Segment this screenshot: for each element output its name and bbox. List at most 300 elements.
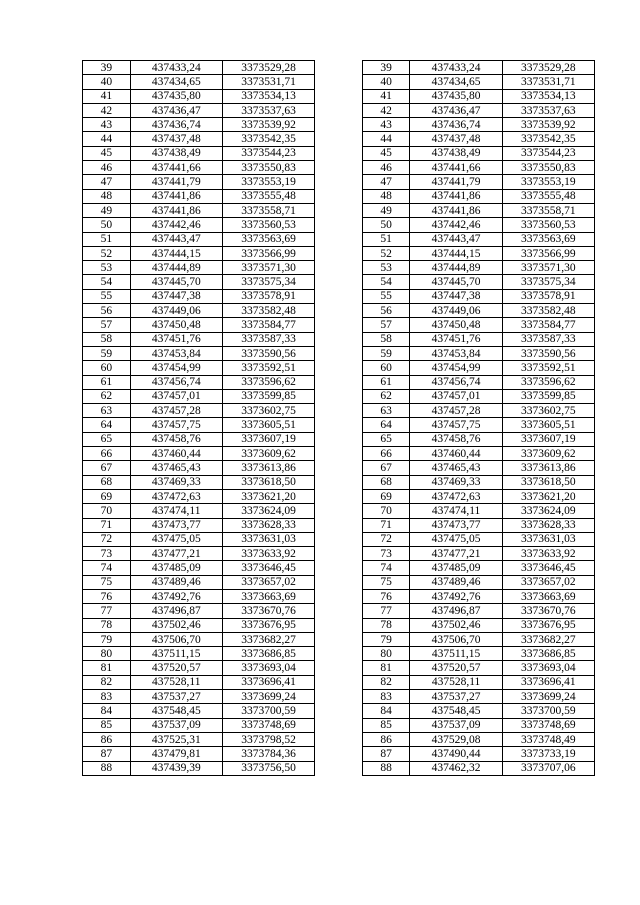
- column-gap: [315, 504, 363, 518]
- column-gap: [315, 232, 363, 246]
- left-y-coordinate: 3373587,33: [222, 332, 314, 346]
- right-x-coordinate: 437548,45: [410, 704, 502, 718]
- right-point-number: 59: [362, 346, 410, 360]
- column-gap: [315, 161, 363, 175]
- left-x-coordinate: 437475,05: [130, 532, 222, 546]
- column-gap: [315, 404, 363, 418]
- column-gap: [315, 375, 363, 389]
- table-row: [83, 275, 595, 289]
- right-y-coordinate: 3373596,62: [502, 375, 594, 389]
- table-row: [83, 346, 595, 360]
- table-row: [83, 661, 595, 675]
- column-gap: [315, 661, 363, 675]
- right-point-number: 76: [362, 589, 410, 603]
- left-x-coordinate: 437465,43: [130, 461, 222, 475]
- left-point-number: 86: [83, 732, 131, 746]
- right-x-coordinate: 437475,05: [410, 532, 502, 546]
- right-point-number: 57: [362, 318, 410, 332]
- right-x-coordinate: 437436,47: [410, 103, 502, 117]
- left-y-coordinate: 3373602,75: [222, 404, 314, 418]
- right-point-number: 39: [362, 61, 410, 75]
- right-point-number: 67: [362, 461, 410, 475]
- left-y-coordinate: 3373609,62: [222, 447, 314, 461]
- right-x-coordinate: 437454,99: [410, 361, 502, 375]
- right-point-number: 65: [362, 432, 410, 446]
- right-point-number: 40: [362, 75, 410, 89]
- left-point-number: 78: [83, 618, 131, 632]
- left-x-coordinate: 437456,74: [130, 375, 222, 389]
- right-x-coordinate: 437537,09: [410, 718, 502, 732]
- right-y-coordinate: 3373550,83: [502, 161, 594, 175]
- right-point-number: 58: [362, 332, 410, 346]
- table-row: [83, 561, 595, 575]
- right-point-number: 55: [362, 289, 410, 303]
- left-x-coordinate: 437436,74: [130, 118, 222, 132]
- right-point-number: 52: [362, 246, 410, 260]
- left-x-coordinate: 437485,09: [130, 561, 222, 575]
- right-point-number: 44: [362, 132, 410, 146]
- left-point-number: 70: [83, 504, 131, 518]
- left-y-coordinate: 3373560,53: [222, 218, 314, 232]
- right-x-coordinate: 437436,74: [410, 118, 502, 132]
- right-y-coordinate: 3373693,04: [502, 661, 594, 675]
- left-y-coordinate: 3373624,09: [222, 504, 314, 518]
- table-row: [83, 675, 595, 689]
- right-point-number: 80: [362, 647, 410, 661]
- left-y-coordinate: 3373584,77: [222, 318, 314, 332]
- right-point-number: 63: [362, 404, 410, 418]
- right-y-coordinate: 3373613,86: [502, 461, 594, 475]
- left-y-coordinate: 3373582,48: [222, 304, 314, 318]
- table-row: [83, 146, 595, 160]
- left-point-number: 77: [83, 604, 131, 618]
- right-x-coordinate: 437441,86: [410, 203, 502, 217]
- left-point-number: 71: [83, 518, 131, 532]
- column-gap: [315, 732, 363, 746]
- right-point-number: 45: [362, 146, 410, 160]
- column-gap: [315, 447, 363, 461]
- right-y-coordinate: 3373609,62: [502, 447, 594, 461]
- right-y-coordinate: 3373558,71: [502, 203, 594, 217]
- right-x-coordinate: 437434,65: [410, 75, 502, 89]
- right-point-number: 43: [362, 118, 410, 132]
- column-gap: [315, 475, 363, 489]
- right-x-coordinate: 437450,48: [410, 318, 502, 332]
- left-y-coordinate: 3373537,63: [222, 103, 314, 117]
- right-y-coordinate: 3373537,63: [502, 103, 594, 117]
- left-point-number: 88: [83, 761, 131, 775]
- right-point-number: 81: [362, 661, 410, 675]
- table-row: [83, 475, 595, 489]
- right-y-coordinate: 3373571,30: [502, 261, 594, 275]
- left-y-coordinate: 3373693,04: [222, 661, 314, 675]
- left-x-coordinate: 437450,48: [130, 318, 222, 332]
- right-y-coordinate: 3373544,23: [502, 146, 594, 160]
- right-point-number: 83: [362, 690, 410, 704]
- left-y-coordinate: 3373575,34: [222, 275, 314, 289]
- left-x-coordinate: 437436,47: [130, 103, 222, 117]
- right-point-number: 85: [362, 718, 410, 732]
- table-row: [83, 761, 595, 775]
- right-point-number: 50: [362, 218, 410, 232]
- right-y-coordinate: 3373590,56: [502, 346, 594, 360]
- right-point-number: 69: [362, 489, 410, 503]
- left-point-number: 67: [83, 461, 131, 475]
- left-point-number: 50: [83, 218, 131, 232]
- right-x-coordinate: 437435,80: [410, 89, 502, 103]
- column-gap: [315, 632, 363, 646]
- left-point-number: 44: [83, 132, 131, 146]
- right-y-coordinate: 3373566,99: [502, 246, 594, 260]
- left-x-coordinate: 437528,11: [130, 675, 222, 689]
- left-point-number: 84: [83, 704, 131, 718]
- coordinates-table-body: [83, 61, 595, 776]
- left-y-coordinate: 3373558,71: [222, 203, 314, 217]
- right-x-coordinate: 437458,76: [410, 432, 502, 446]
- right-y-coordinate: 3373529,28: [502, 61, 594, 75]
- right-point-number: 51: [362, 232, 410, 246]
- table-row: [83, 589, 595, 603]
- right-x-coordinate: 437511,15: [410, 647, 502, 661]
- left-y-coordinate: 3373676,95: [222, 618, 314, 632]
- left-x-coordinate: 437492,76: [130, 589, 222, 603]
- right-point-number: 68: [362, 475, 410, 489]
- left-y-coordinate: 3373633,92: [222, 547, 314, 561]
- right-point-number: 87: [362, 747, 410, 761]
- left-y-coordinate: 3373553,19: [222, 175, 314, 189]
- left-y-coordinate: 3373534,13: [222, 89, 314, 103]
- table-row: [83, 532, 595, 546]
- right-y-coordinate: 3373686,85: [502, 647, 594, 661]
- table-row: [83, 332, 595, 346]
- table-row: [83, 246, 595, 260]
- right-x-coordinate: 437529,08: [410, 732, 502, 746]
- left-point-number: 62: [83, 389, 131, 403]
- column-gap: [315, 61, 363, 75]
- right-point-number: 48: [362, 189, 410, 203]
- left-y-coordinate: 3373550,83: [222, 161, 314, 175]
- left-y-coordinate: 3373682,27: [222, 632, 314, 646]
- left-y-coordinate: 3373599,85: [222, 389, 314, 403]
- right-point-number: 54: [362, 275, 410, 289]
- left-x-coordinate: 437496,87: [130, 604, 222, 618]
- right-y-coordinate: 3373578,91: [502, 289, 594, 303]
- left-x-coordinate: 437537,27: [130, 690, 222, 704]
- left-y-coordinate: 3373555,48: [222, 189, 314, 203]
- table-row: [83, 118, 595, 132]
- right-y-coordinate: 3373621,20: [502, 489, 594, 503]
- right-y-coordinate: 3373628,33: [502, 518, 594, 532]
- left-point-number: 55: [83, 289, 131, 303]
- left-point-number: 75: [83, 575, 131, 589]
- right-y-coordinate: 3373563,69: [502, 232, 594, 246]
- table-row: [83, 447, 595, 461]
- left-y-coordinate: 3373596,62: [222, 375, 314, 389]
- right-y-coordinate: 3373575,34: [502, 275, 594, 289]
- left-y-coordinate: 3373618,50: [222, 475, 314, 489]
- column-gap: [315, 361, 363, 375]
- table-row: [83, 161, 595, 175]
- left-x-coordinate: 437537,09: [130, 718, 222, 732]
- column-gap: [315, 589, 363, 603]
- left-point-number: 53: [83, 261, 131, 275]
- right-y-coordinate: 3373602,75: [502, 404, 594, 418]
- left-x-coordinate: 437458,76: [130, 432, 222, 446]
- table-row: [83, 361, 595, 375]
- right-y-coordinate: 3373700,59: [502, 704, 594, 718]
- column-gap: [315, 432, 363, 446]
- column-gap: [315, 346, 363, 360]
- column-gap: [315, 203, 363, 217]
- left-x-coordinate: 437457,28: [130, 404, 222, 418]
- right-x-coordinate: 437444,89: [410, 261, 502, 275]
- right-x-coordinate: 437438,49: [410, 146, 502, 160]
- left-y-coordinate: 3373531,71: [222, 75, 314, 89]
- left-x-coordinate: 437474,11: [130, 504, 222, 518]
- right-x-coordinate: 437457,75: [410, 418, 502, 432]
- left-x-coordinate: 437469,33: [130, 475, 222, 489]
- left-point-number: 73: [83, 547, 131, 561]
- left-y-coordinate: 3373571,30: [222, 261, 314, 275]
- left-point-number: 56: [83, 304, 131, 318]
- table-row: [83, 618, 595, 632]
- left-x-coordinate: 437454,99: [130, 361, 222, 375]
- left-y-coordinate: 3373670,76: [222, 604, 314, 618]
- left-y-coordinate: 3373578,91: [222, 289, 314, 303]
- right-point-number: 82: [362, 675, 410, 689]
- left-x-coordinate: 437443,47: [130, 232, 222, 246]
- left-point-number: 81: [83, 661, 131, 675]
- column-gap: [315, 575, 363, 589]
- right-point-number: 47: [362, 175, 410, 189]
- left-y-coordinate: 3373544,23: [222, 146, 314, 160]
- right-point-number: 72: [362, 532, 410, 546]
- right-point-number: 71: [362, 518, 410, 532]
- table-row: [83, 418, 595, 432]
- table-row: [83, 718, 595, 732]
- left-x-coordinate: 437439,39: [130, 761, 222, 775]
- table-row: [83, 461, 595, 475]
- column-gap: [315, 75, 363, 89]
- left-y-coordinate: 3373798,52: [222, 732, 314, 746]
- table-row: [83, 218, 595, 232]
- right-y-coordinate: 3373733,19: [502, 747, 594, 761]
- right-y-coordinate: 3373539,92: [502, 118, 594, 132]
- left-y-coordinate: 3373563,69: [222, 232, 314, 246]
- table-row: [83, 547, 595, 561]
- table-row: [83, 304, 595, 318]
- right-x-coordinate: 437474,11: [410, 504, 502, 518]
- left-point-number: 64: [83, 418, 131, 432]
- left-y-coordinate: 3373590,56: [222, 346, 314, 360]
- left-x-coordinate: 437449,06: [130, 304, 222, 318]
- left-point-number: 85: [83, 718, 131, 732]
- right-y-coordinate: 3373633,92: [502, 547, 594, 561]
- right-point-number: 64: [362, 418, 410, 432]
- column-gap: [315, 389, 363, 403]
- left-x-coordinate: 437479,81: [130, 747, 222, 761]
- column-gap: [315, 418, 363, 432]
- right-point-number: 41: [362, 89, 410, 103]
- left-y-coordinate: 3373663,69: [222, 589, 314, 603]
- table-row: [83, 261, 595, 275]
- left-y-coordinate: 3373566,99: [222, 246, 314, 260]
- left-x-coordinate: 437438,49: [130, 146, 222, 160]
- table-row: [83, 289, 595, 303]
- table-row: [83, 132, 595, 146]
- column-gap: [315, 89, 363, 103]
- left-x-coordinate: 437453,84: [130, 346, 222, 360]
- right-x-coordinate: 437441,79: [410, 175, 502, 189]
- table-row: [83, 504, 595, 518]
- right-x-coordinate: 437506,70: [410, 632, 502, 646]
- right-y-coordinate: 3373748,69: [502, 718, 594, 732]
- right-x-coordinate: 437537,27: [410, 690, 502, 704]
- right-x-coordinate: 437502,46: [410, 618, 502, 632]
- right-point-number: 74: [362, 561, 410, 575]
- right-x-coordinate: 437457,01: [410, 389, 502, 403]
- table-row: [83, 203, 595, 217]
- right-point-number: 73: [362, 547, 410, 561]
- right-y-coordinate: 3373592,51: [502, 361, 594, 375]
- table-row: [83, 489, 595, 503]
- table-row: [83, 232, 595, 246]
- left-x-coordinate: 437451,76: [130, 332, 222, 346]
- column-gap: [315, 704, 363, 718]
- right-point-number: 61: [362, 375, 410, 389]
- right-x-coordinate: 437441,86: [410, 189, 502, 203]
- left-point-number: 39: [83, 61, 131, 75]
- table-row: [83, 647, 595, 661]
- left-point-number: 83: [83, 690, 131, 704]
- right-y-coordinate: 3373624,09: [502, 504, 594, 518]
- column-gap: [315, 332, 363, 346]
- left-point-number: 51: [83, 232, 131, 246]
- table-row: [83, 518, 595, 532]
- column-gap: [315, 318, 363, 332]
- right-x-coordinate: 437433,24: [410, 61, 502, 75]
- column-gap: [315, 618, 363, 632]
- left-y-coordinate: 3373529,28: [222, 61, 314, 75]
- left-point-number: 48: [83, 189, 131, 203]
- right-x-coordinate: 437445,70: [410, 275, 502, 289]
- left-point-number: 46: [83, 161, 131, 175]
- column-gap: [315, 604, 363, 618]
- left-point-number: 57: [83, 318, 131, 332]
- right-point-number: 75: [362, 575, 410, 589]
- right-y-coordinate: 3373663,69: [502, 589, 594, 603]
- left-point-number: 54: [83, 275, 131, 289]
- left-x-coordinate: 437441,86: [130, 189, 222, 203]
- right-x-coordinate: 437477,21: [410, 547, 502, 561]
- right-x-coordinate: 437441,66: [410, 161, 502, 175]
- right-y-coordinate: 3373599,85: [502, 389, 594, 403]
- left-point-number: 76: [83, 589, 131, 603]
- column-gap: [315, 761, 363, 775]
- table-row: [83, 690, 595, 704]
- left-x-coordinate: 437502,46: [130, 618, 222, 632]
- left-y-coordinate: 3373696,41: [222, 675, 314, 689]
- left-x-coordinate: 437447,38: [130, 289, 222, 303]
- right-x-coordinate: 437460,44: [410, 447, 502, 461]
- column-gap: [315, 461, 363, 475]
- right-point-number: 77: [362, 604, 410, 618]
- left-point-number: 69: [83, 489, 131, 503]
- left-y-coordinate: 3373613,86: [222, 461, 314, 475]
- right-x-coordinate: 437472,63: [410, 489, 502, 503]
- right-y-coordinate: 3373534,13: [502, 89, 594, 103]
- column-gap: [315, 489, 363, 503]
- left-x-coordinate: 437435,80: [130, 89, 222, 103]
- left-y-coordinate: 3373784,36: [222, 747, 314, 761]
- left-x-coordinate: 437520,57: [130, 661, 222, 675]
- column-gap: [315, 218, 363, 232]
- right-x-coordinate: 437447,38: [410, 289, 502, 303]
- right-x-coordinate: 437496,87: [410, 604, 502, 618]
- right-y-coordinate: 3373531,71: [502, 75, 594, 89]
- right-y-coordinate: 3373605,51: [502, 418, 594, 432]
- left-point-number: 79: [83, 632, 131, 646]
- left-y-coordinate: 3373621,20: [222, 489, 314, 503]
- table-row: [83, 89, 595, 103]
- right-point-number: 62: [362, 389, 410, 403]
- table-row: [83, 175, 595, 189]
- table-row: [83, 704, 595, 718]
- left-point-number: 43: [83, 118, 131, 132]
- right-y-coordinate: 3373699,24: [502, 690, 594, 704]
- table-row: [83, 404, 595, 418]
- right-x-coordinate: 437451,76: [410, 332, 502, 346]
- left-y-coordinate: 3373539,92: [222, 118, 314, 132]
- table-row: [83, 189, 595, 203]
- column-gap: [315, 532, 363, 546]
- left-y-coordinate: 3373646,45: [222, 561, 314, 575]
- right-y-coordinate: 3373582,48: [502, 304, 594, 318]
- left-y-coordinate: 3373607,19: [222, 432, 314, 446]
- left-x-coordinate: 437472,63: [130, 489, 222, 503]
- left-point-number: 82: [83, 675, 131, 689]
- left-y-coordinate: 3373699,24: [222, 690, 314, 704]
- left-point-number: 40: [83, 75, 131, 89]
- right-point-number: 79: [362, 632, 410, 646]
- right-x-coordinate: 437442,46: [410, 218, 502, 232]
- right-x-coordinate: 437456,74: [410, 375, 502, 389]
- left-x-coordinate: 437444,89: [130, 261, 222, 275]
- left-x-coordinate: 437489,46: [130, 575, 222, 589]
- right-x-coordinate: 437457,28: [410, 404, 502, 418]
- right-y-coordinate: 3373555,48: [502, 189, 594, 203]
- left-x-coordinate: 437442,46: [130, 218, 222, 232]
- table-row: [83, 318, 595, 332]
- right-x-coordinate: 437485,09: [410, 561, 502, 575]
- left-y-coordinate: 3373686,85: [222, 647, 314, 661]
- left-y-coordinate: 3373628,33: [222, 518, 314, 532]
- right-x-coordinate: 437443,47: [410, 232, 502, 246]
- column-gap: [315, 118, 363, 132]
- right-y-coordinate: 3373560,53: [502, 218, 594, 232]
- right-point-number: 88: [362, 761, 410, 775]
- column-gap: [315, 675, 363, 689]
- right-point-number: 56: [362, 304, 410, 318]
- right-y-coordinate: 3373607,19: [502, 432, 594, 446]
- column-gap: [315, 261, 363, 275]
- table-row: [83, 103, 595, 117]
- right-x-coordinate: 437465,43: [410, 461, 502, 475]
- left-x-coordinate: 437506,70: [130, 632, 222, 646]
- right-x-coordinate: 437437,48: [410, 132, 502, 146]
- right-point-number: 78: [362, 618, 410, 632]
- left-y-coordinate: 3373605,51: [222, 418, 314, 432]
